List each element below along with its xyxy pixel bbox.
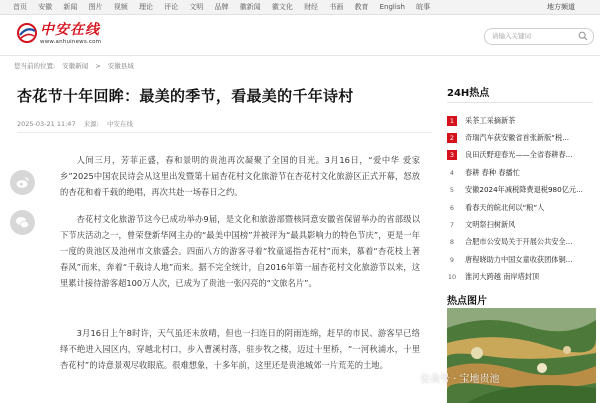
hot-news-item[interactable]	[447, 234, 597, 251]
top-nav-link[interactable]: 新闻	[63, 3, 78, 11]
share-weibo-button[interactable]	[10, 170, 35, 195]
hot-news-item[interactable]	[447, 199, 597, 216]
hot-news-rank: 3	[447, 150, 457, 160]
top-nav-link[interactable]: 评论	[164, 3, 179, 11]
hot-news-item[interactable]	[447, 147, 597, 164]
top-nav-link[interactable]: 皖事	[416, 3, 431, 11]
hot-news-item[interactable]	[447, 182, 597, 199]
logo-url: www.anhuinews.com	[40, 39, 102, 45]
breadcrumb-separator: >	[95, 62, 101, 70]
top-nav-link[interactable]: 理论	[138, 3, 153, 11]
hot-news-rank: 7	[449, 221, 455, 230]
hot-news-title[interactable]: 安徽2024年减税降费退税980亿元...	[465, 185, 583, 195]
hot-news-item[interactable]	[447, 251, 597, 268]
share-wechat-button[interactable]	[10, 210, 35, 235]
top-nav-bar	[0, 0, 600, 15]
search-input[interactable]	[484, 28, 594, 45]
hot-news-title[interactable]: 合肥市公安局关于开展公共安全...	[465, 237, 573, 247]
wechat-icon	[15, 215, 30, 230]
watermark-text: 公众号 · 宝地贵池	[420, 374, 500, 385]
hot-news-title[interactable]: 文明祭扫树新风	[465, 220, 516, 230]
hot-news-item[interactable]	[447, 129, 597, 146]
site-logo[interactable]	[16, 19, 126, 49]
hot-news-rank: 10	[447, 273, 457, 282]
breadcrumb-item[interactable]: 安徽县域	[107, 62, 134, 70]
header-divider	[0, 55, 600, 56]
article-paragraph	[60, 211, 420, 291]
article-meta	[17, 119, 139, 128]
search-icon[interactable]	[578, 31, 588, 41]
top-nav-link[interactable]: 教育	[354, 3, 369, 11]
weibo-icon	[15, 175, 30, 190]
article-source: 中安在线	[106, 120, 133, 128]
top-nav-link[interactable]: 品牌	[214, 3, 229, 11]
top-nav-link[interactable]: 徽文化	[271, 3, 293, 11]
logo-icon	[16, 22, 38, 44]
hot-pictures-heading: 热点图片	[447, 296, 487, 307]
hot-news-title[interactable]: 看春天的皖北何以“粮”人	[465, 202, 545, 212]
top-nav-links	[13, 1, 441, 13]
hot-news-rank: 9	[449, 255, 455, 264]
hot-news-title[interactable]: 春耕 春种 春播忙	[465, 167, 520, 177]
paragraph-text: 杏花村文化旅游节这今已成功举办9届，是文化和旅游部暨核同意安徽省保留举办的省部级以下节庆活动之一，曾荣登新华网主办的“最美中国榜”并被评为“最具影响力的特色节庆”，更是一年一度的贵池区及池州市文旅盛会。四面八方的游客寻着“牧童遥指杏花村”而来，慕着“杏花枝上著春风”而来，奔着“千载诗人地”而来。据不完全统计，自2016年第一届杏花村文化旅游节以来，这里累计接待游客超100万人次，已成为了贵池一张闪亮的“文旅名片”。	[60, 214, 420, 288]
hot-news-item[interactable]	[447, 112, 597, 129]
hot-news-rank: 4	[449, 168, 455, 177]
top-nav-link[interactable]: English	[379, 3, 405, 11]
top-nav-link[interactable]: 视频	[113, 3, 128, 11]
hot-picture-image[interactable]	[447, 308, 596, 403]
article-title: 杏花节十年回眸：最美的季节，看最美的千年诗村	[17, 87, 354, 105]
paragraph-text: 人间三月，芳菲正盛，春和景明的贵池再次凝聚了全国的目光。3月16日，“爱中华 爱家乡”2025中国农民诗会从这里出发暨第十届杏花村文化旅游节在杏花村文化旅游区正式开幕，怒放的杏花和着千载的绝唱，再次共赴一场春日之约。	[60, 155, 420, 197]
top-nav-link[interactable]: 财经	[304, 3, 319, 11]
landscape-image	[447, 308, 596, 403]
hot-news-item[interactable]	[447, 164, 597, 181]
article-paragraph	[60, 152, 420, 200]
hot-news-title[interactable]: 唐程晓助力中国女童收获团体铜...	[465, 254, 573, 264]
top-nav-link[interactable]: 图片	[88, 3, 103, 11]
top-nav-link[interactable]: 书画	[329, 3, 344, 11]
hot-news-title[interactable]: 良田沃野迎春光——全省春耕春...	[465, 150, 573, 160]
search-placeholder: 请输入关键词	[492, 32, 531, 40]
top-nav-link[interactable]: 首页	[13, 3, 27, 11]
hot-news-title[interactable]: 奇瑞汽车获安徽省首张新版“税...	[465, 133, 570, 143]
top-nav-link[interactable]: 安徽	[38, 3, 53, 11]
top-nav-link[interactable]: 徽新闻	[239, 3, 261, 11]
region-channel-link[interactable]: 地方频道	[547, 3, 575, 11]
article-divider	[17, 132, 432, 133]
breadcrumb-item[interactable]: 安徽新闻	[62, 62, 89, 70]
hot-news-rank: 1	[447, 116, 457, 126]
hot-news-title[interactable]: 采茶工采摘新茶	[465, 115, 516, 125]
breadcrumb-label: 您当前的位置:	[14, 62, 56, 70]
hot-news-rank: 5	[449, 186, 455, 195]
logo-text: 中安在线	[40, 22, 100, 38]
hot-news-title[interactable]: 淮河大跨越 南岸塔封顶	[465, 272, 540, 282]
top-nav-link[interactable]: 文明	[189, 3, 204, 11]
paragraph-text: 3月16日上午8时许，天气虽还未放晴，但也一扫连日的阴雨连绵，赶早的市民、游客早已络绎不绝进入园区内，穿越北村口，步入曹溪村落，驻步牧之楼，迈过十里桥，“一河秋浦水，十里杏花村”的诗意景观尽收眼底。很难想象，十多年前，这里还是贵池城郊一片荒芜的土地。	[60, 328, 420, 370]
hot-news-rank: 8	[449, 238, 455, 247]
article-date: 2025-03-21 11:47	[17, 120, 76, 128]
breadcrumb	[14, 61, 139, 70]
source-label: 来源:	[83, 120, 99, 128]
sidebar-divider	[447, 102, 593, 103]
hot-news-rank: 2	[447, 133, 457, 143]
article-paragraph	[60, 325, 420, 373]
hot-news-item[interactable]	[447, 216, 597, 233]
hot-news-item[interactable]	[447, 269, 597, 286]
hot-news-rank: 6	[449, 203, 455, 212]
hot-news-list	[447, 112, 597, 286]
hot-news-heading: 24H热点	[447, 88, 490, 99]
